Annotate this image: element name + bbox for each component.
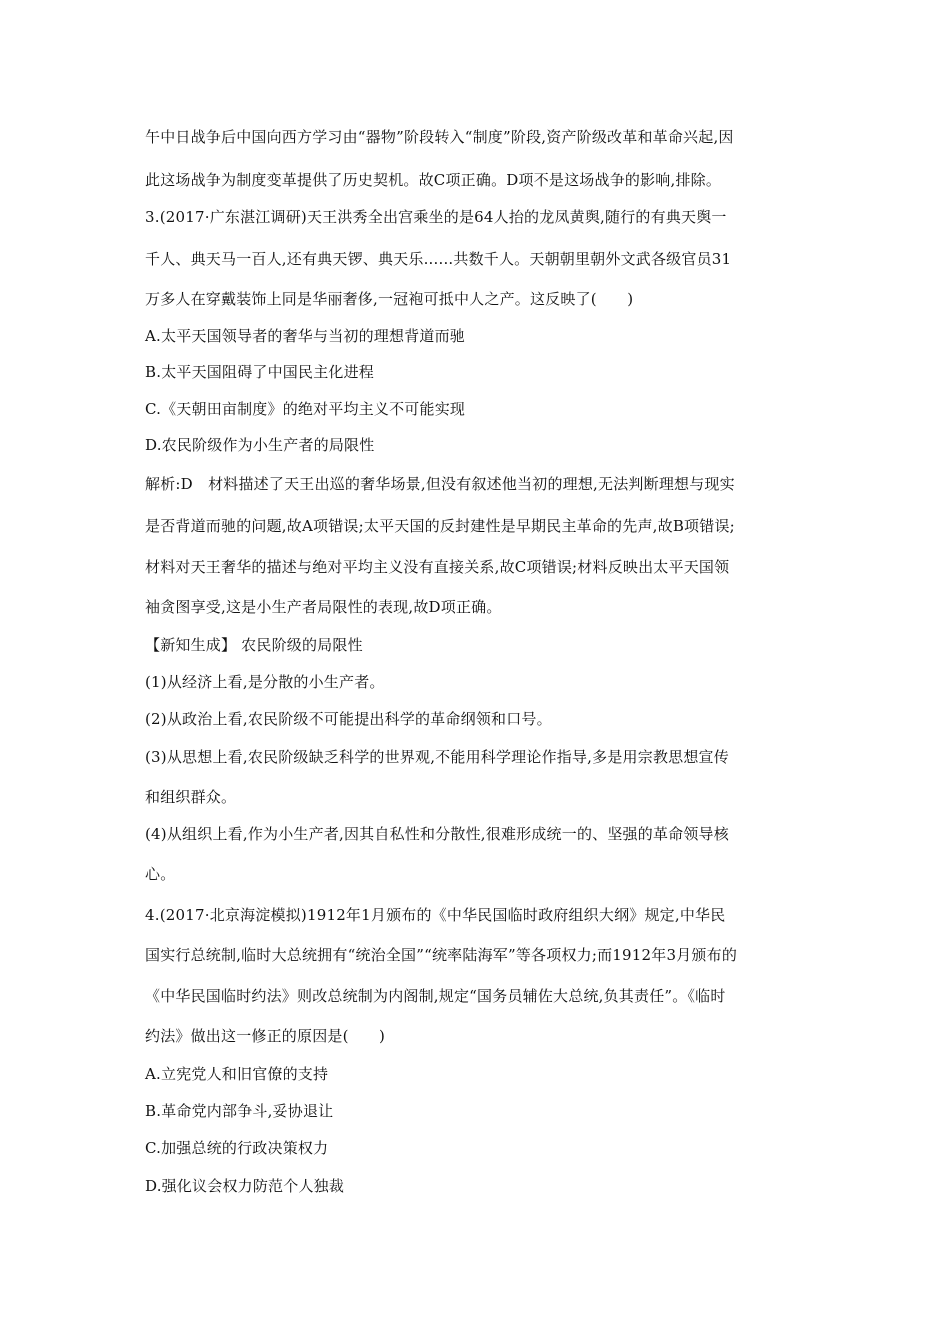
- text-line: 《中华民国临时约法》则改总统制为内阁制,规定“国务员辅佐大总统,负其责任”。《临时: [145, 987, 726, 1005]
- list-item: (2)从政治上看,农民阶级不可能提出科学的革命纲领和口号。: [145, 710, 552, 728]
- option-d: D.强化议会权力防范个人独裁: [145, 1177, 345, 1195]
- text-line: 材料对天王奢华的描述与绝对平均主义没有直接关系,故C项错误;材料反映出太平天国领: [145, 558, 730, 576]
- text-line: 和组织群众。: [145, 788, 237, 806]
- list-item: (4)从组织上看,作为小生产者,因其自私性和分散性,很难形成统一的、坚强的革命领导核: [145, 825, 729, 843]
- list-item: (1)从经济上看,是分散的小生产者。: [145, 673, 385, 691]
- option-a: A.太平天国领导者的奢华与当初的理想背道而驰: [145, 327, 466, 345]
- section-heading: 【新知生成】 农民阶级的局限性: [145, 636, 363, 654]
- text-line: 万多人在穿戴装饰上同是华丽奢侈,一冠袍可抵中人之产。这反映了( ): [145, 290, 634, 308]
- option-a: A.立宪党人和旧官僚的支持: [145, 1065, 329, 1083]
- text-line: 千人、典天马一百人,还有典天锣、典天乐......共数千人。天朝朝里朝外文武各级官员31: [145, 250, 732, 268]
- text-line: 袖贪图享受,这是小生产者局限性的表现,故D项正确。: [145, 598, 502, 616]
- option-c: C.《天朝田亩制度》的绝对平均主义不可能实现: [145, 400, 466, 418]
- option-b: B.太平天国阻碍了中国民主化进程: [145, 363, 374, 381]
- text-line: 国实行总统制,临时大总统拥有“统治全国”“统率陆海军”等各项权力;而1912年3月颁布的: [145, 946, 738, 964]
- question-4-stem: 4.(2017·北京海淀模拟)1912年1月颁布的《中华民国临时政府组织大纲》规定,中华民: [145, 906, 726, 924]
- question-3-stem: 3.(2017·广东湛江调研)天王洪秀全出宫乘坐的是64人抬的龙凤黄舆,随行的有典天舆一: [145, 208, 727, 226]
- text-line: 午中日战争后中国向西方学习由“器物”阶段转入“制度”阶段,资产阶级改革和革命兴起,因: [145, 128, 734, 146]
- option-d: D.农民阶级作为小生产者的局限性: [145, 436, 375, 454]
- list-item: (3)从思想上看,农民阶级缺乏科学的世界观,不能用科学理论作指导,多是用宗教思想宣传: [145, 748, 729, 766]
- option-c: C.加强总统的行政决策权力: [145, 1139, 329, 1157]
- text-line: 心。: [145, 865, 176, 883]
- text-line: 约法》做出这一修正的原因是( ): [145, 1027, 386, 1045]
- option-b: B.革命党内部争斗,妥协退让: [145, 1102, 334, 1120]
- text-line: 此这场战争为制度变革提供了历史契机。故C项正确。D项不是这场战争的影响,排除。: [145, 171, 722, 189]
- answer-analysis: 解析:D 材料描述了天王出巡的奢华场景,但没有叙述他当初的理想,无法判断理想与现实: [145, 475, 735, 493]
- text-line: 是否背道而驰的问题,故A项错误;太平天国的反封建性是早期民主革命的先声,故B项错误;: [145, 517, 735, 535]
